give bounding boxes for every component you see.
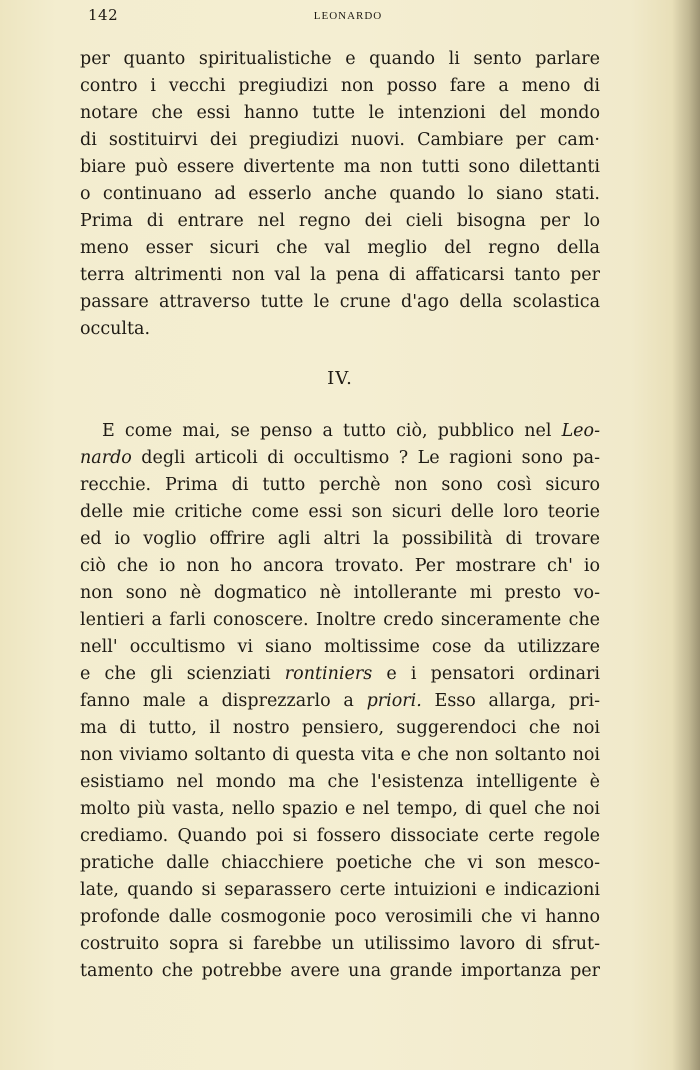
text-line: [80, 661, 600, 688]
text-line: profonde dalle cosmogonie poco verosimili che vi hanno: [80, 907, 600, 927]
text-line: [80, 418, 600, 445]
text-line: tamento che potrebbe avere una grande importanza per: [80, 961, 600, 981]
text-line: ma di tutto, il nostro pensiero, suggerendoci che noi: [80, 718, 600, 738]
text-line: [80, 445, 600, 472]
text-line: crediamo. Quando poi si fossero dissociate certe regole: [80, 826, 600, 846]
text-line: ed io voglio offrire agli altri la possibilità di trovare: [80, 529, 600, 549]
text-line: nell' occultismo vi siano moltissime cose da utilizzare: [80, 637, 600, 657]
page-edge-shadow: [672, 0, 700, 1070]
paragraph-1: [80, 46, 600, 343]
text-line: biare può essere divertente ma non tutti sono dilettanti: [80, 157, 600, 177]
text-line: notare che essi hanno tutte le intenzioni del mondo: [80, 103, 600, 123]
text-line: non viviamo soltanto di questa vita e che non soltanto noi: [80, 745, 600, 765]
body-text: [80, 46, 600, 985]
italic-word: priori.: [366, 691, 422, 711]
section-heading: IV.: [327, 368, 353, 389]
text-line: lentieri a farli conoscere. Inoltre credo sinceramente che: [80, 610, 600, 630]
text-line: non sono nè dogmatico nè intollerante mi presto vo-: [80, 583, 600, 603]
text-line: occulta.: [80, 319, 151, 339]
text-run: e che gli scienziati: [80, 664, 285, 684]
text-line: di sostituirvi dei pregiudizi nuovi. Cambiare per cam·: [80, 130, 600, 150]
running-head: LEONARDO: [313, 10, 383, 22]
text-line: recchie. Prima di tutto perchè non sono così sicuro: [80, 475, 600, 495]
italic-title: nardo: [80, 448, 132, 468]
text-line: terra altrimenti non val la pena di affaticarsi tanto per: [80, 265, 600, 285]
text-line: esistiamo nel mondo ma che l'esistenza intelligente è: [80, 772, 600, 792]
text-line: late, quando si separassero certe intuizioni e indicazioni: [80, 880, 600, 900]
text-line: o continuano ad esserlo anche quando lo siano stati.: [80, 184, 600, 204]
page-header: [88, 6, 608, 28]
text-line: delle mie critiche come essi son sicuri delle loro teorie: [80, 502, 600, 522]
text-run: fanno male a disprezzarlo a: [80, 691, 367, 711]
text-line: contro i vecchi pregiudizi non posso fare a meno di: [80, 76, 600, 96]
paragraph-2: [80, 418, 600, 985]
page-number: 142: [88, 6, 119, 24]
text-run: degli articoli di occultismo ? Le ragioni sono pa-: [131, 448, 600, 468]
text-line: passare attraverso tutte le crune d'ago della scolastica: [80, 292, 600, 312]
text-run: E come mai, se penso a tutto ciò, pubblico nel: [102, 421, 562, 441]
text-line: ciò che io non ho ancora trovato. Per mostrare ch' io: [80, 556, 600, 576]
text-line: costruito sopra si farebbe un utilissimo lavoro di sfrut-: [80, 934, 600, 954]
text-line: [80, 688, 600, 715]
italic-title: Leo-: [561, 421, 600, 441]
text-run: e i pensatori ordinari: [372, 664, 600, 684]
text-line: molto più vasta, nello spazio e nel tempo, di quel che noi: [80, 799, 600, 819]
text-line: meno esser sicuri che val meglio del regno della: [80, 238, 600, 258]
text-line: pratiche dalle chiacchiere poetiche che vi son mesco-: [80, 853, 600, 873]
text-line: Prima di entrare nel regno dei cieli bisogna per lo: [80, 211, 600, 231]
text-line: per quanto spiritualistiche e quando li sento parlare: [80, 49, 600, 69]
text-run: Esso allarga, pri-: [421, 691, 600, 711]
italic-word: rontiniers: [284, 664, 373, 684]
